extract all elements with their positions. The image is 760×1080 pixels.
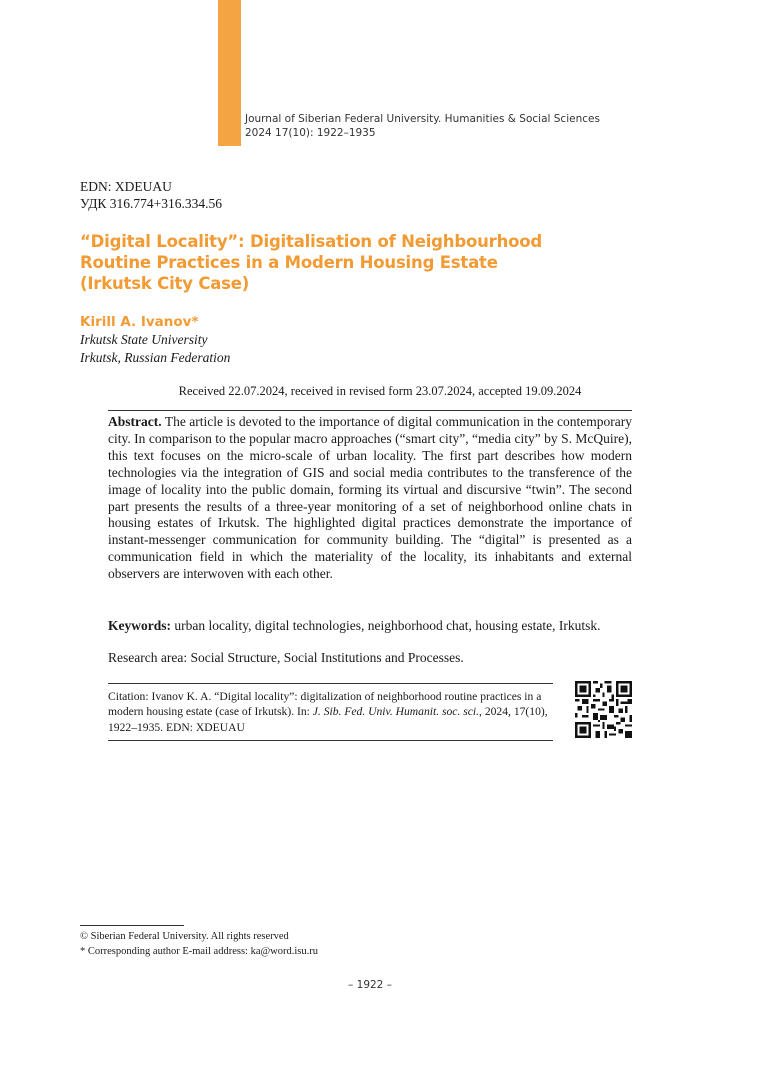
- footnote-rule: [80, 925, 184, 926]
- abstract-text: The article is devoted to the importance of digital communication in the contemporary city. In comparison to the popular macro approaches (“smart city”, “media city” by S. McQuire), this text focuses on the micro-scale of urban locality. The first part describes how modern technologies via the integration of GIS and social media contributes to the transference of the image of locality into the public domain, forming its virtual and discursive “twin”. The second part presents the results of a three-year monitoring of a set of neighborhood online chats in housing estates of Irkutsk. The highlighted digital practices demonstrate the importance of instant-messenger communication for community building. The “digital” is presented as a communication field in which the materiality of the locality, its inhabitants and external observers are interwoven with each other.: [108, 414, 632, 582]
- journal-name: Journal of Siberian Federal University. Humanities & Social Sciences: [245, 113, 600, 125]
- citation-journal: J. Sib. Fed. Univ. Humanit. soc. sci.: [312, 705, 480, 719]
- qr-code-icon[interactable]: [575, 681, 632, 738]
- abstract-label: Abstract.: [108, 414, 162, 429]
- journal-accent-bar: [218, 0, 241, 146]
- abstract: [108, 414, 632, 583]
- citation-bottom-rule: [108, 740, 553, 741]
- abstract-top-rule: [108, 410, 632, 411]
- citation: [108, 689, 558, 735]
- udc-code: УДК 316.774+316.334.56: [80, 196, 223, 211]
- affiliation-location: Irkutsk, Russian Federation: [80, 349, 231, 365]
- corresponding-author-note: * Corresponding author E-mail address: ka@word.isu.ru: [80, 946, 318, 957]
- title-line: Routine Practices in a Modern Housing Estate: [80, 253, 498, 272]
- title-line: (Irkutsk City Case): [80, 274, 250, 293]
- keywords-text: urban locality, digital technologies, neighborhood chat, housing estate, Irkutsk.: [171, 618, 601, 633]
- affiliation-university: Irkutsk State University: [80, 332, 208, 347]
- author-affiliation: [80, 331, 230, 366]
- author-name: Kirill A. Ivanov*: [80, 314, 199, 330]
- keywords: [108, 617, 632, 634]
- page-number: – 1922 –: [348, 979, 392, 991]
- journal-issue: 2024 17(10): 1922–1935: [245, 127, 376, 139]
- citation-text-end: , 2024, 17(10), 1922–1935. EDN: XDEUAU: [108, 705, 548, 734]
- title-line: “Digital Locality”: Digitalisation of Neighbourhood: [80, 232, 542, 251]
- copyright-note: © Siberian Federal University. All rights reserved: [80, 931, 289, 942]
- citation-top-rule: [108, 683, 553, 684]
- keywords-label: Keywords:: [108, 618, 171, 633]
- research-area: Research area: Social Structure, Social Institutions and Processes.: [108, 650, 464, 665]
- footnotes: [80, 929, 318, 959]
- citation-text: Citation: Ivanov K. A. “Digital locality”: digitalization of neighborhood routine practices in a modern housing estate (case of Irkutsk). In:: [108, 690, 542, 719]
- journal-header: [245, 112, 600, 140]
- article-title: [80, 231, 580, 294]
- article-identifiers: [80, 178, 222, 212]
- edn-code: EDN: XDEUAU: [80, 179, 172, 194]
- received-dates: Received 22.07.2024, received in revised form 23.07.2024, accepted 19.09.2024: [178, 384, 582, 398]
